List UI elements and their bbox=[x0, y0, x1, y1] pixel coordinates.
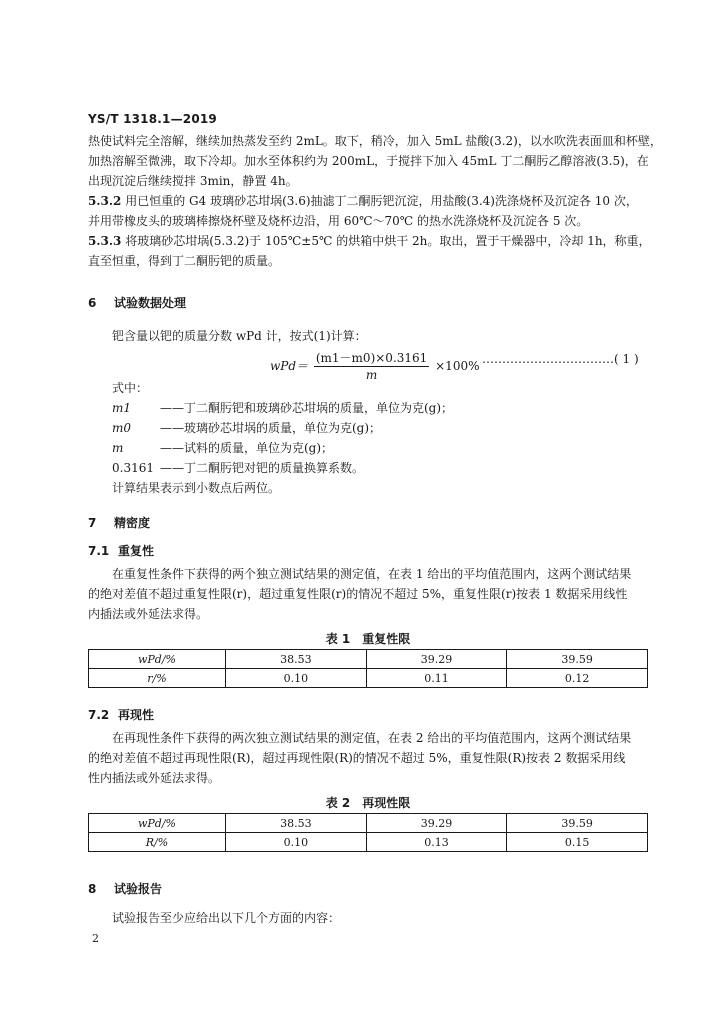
table-cell: 0.12 bbox=[507, 669, 648, 688]
table-cell: 39.59 bbox=[507, 650, 648, 669]
paragraph-line: 试验报告至少应给出以下几个方面的内容： bbox=[112, 911, 341, 925]
table-row-header: R/% bbox=[89, 833, 226, 852]
paragraph-line: 直至恒重，得到丁二酮肟钯的质量。 bbox=[88, 254, 281, 268]
table-cell: 38.53 bbox=[226, 650, 367, 669]
table-cell: 39.59 bbox=[507, 814, 648, 833]
clause-text: 用已恒重的 G4 玻璃砂芯坩埚(3.6)抽滤丁二酮肟钯沉淀，用盐酸(3.4)洗涤烧杯及沉淀各 10 次， bbox=[125, 194, 638, 208]
variable-desc: ——玻璃砂芯坩埚的质量，单位为克(g)； bbox=[160, 421, 382, 435]
section-heading-8 bbox=[88, 880, 162, 897]
variable-item bbox=[112, 438, 453, 458]
table-cell: 0.13 bbox=[366, 833, 507, 852]
formula-lhs: wPd＝ bbox=[270, 359, 309, 373]
subsection-number: 7.1 bbox=[88, 544, 110, 558]
variable-item bbox=[112, 398, 453, 418]
paragraph-line: 的绝对差值不超过重复性限(r)，超过重复性限(r)的情况不超过 5%，重复性限(r)按表 1 数据采用线性 bbox=[88, 587, 628, 601]
table-row-header: wPd/% bbox=[89, 814, 226, 833]
formula-numerator: (m1－m0)×0.3161 bbox=[315, 351, 428, 365]
clause-number: 5.3.2 bbox=[88, 194, 122, 208]
paragraph-line: 内插法或外延法求得。 bbox=[88, 607, 209, 621]
formula-tail: ×100% bbox=[435, 359, 480, 373]
where-label: 式中： bbox=[112, 381, 149, 395]
table-row bbox=[89, 814, 648, 833]
clause-5-3-3 bbox=[88, 231, 651, 251]
section-title: 试验报告 bbox=[114, 882, 163, 896]
variable-desc: ——试料的质量，单位为克(g)； bbox=[160, 441, 334, 455]
subsection-number: 7.2 bbox=[88, 708, 110, 722]
document-header-id: YS/T 1318.1—2019 bbox=[88, 112, 217, 126]
table-cell: 39.29 bbox=[366, 814, 507, 833]
clause-number: 5.3.3 bbox=[88, 234, 122, 248]
variable-list bbox=[112, 398, 453, 478]
paragraph-line: 并用带橡皮头的玻璃棒擦烧杯壁及烧杯边沿，用 60℃～70℃ 的热水洗涤烧杯及沉淀各 5 次。 bbox=[88, 214, 589, 228]
paragraph-line: 性内插法或外延法求得。 bbox=[88, 771, 221, 785]
table-caption: 表 2 再现性限 bbox=[325, 796, 411, 810]
clause-text: 将玻璃砂芯坩埚(5.3.2)于 105℃±5℃ 的烘箱中烘干 2h。取出，置于干燥器中，冷却 1h，称重， bbox=[125, 234, 651, 248]
formula-denominator: m bbox=[365, 368, 378, 382]
subsection-title: 再现性 bbox=[118, 708, 155, 722]
table-row-header: wPd/% bbox=[89, 650, 226, 669]
table-cell: 0.15 bbox=[507, 833, 648, 852]
table-caption: 表 1 重复性限 bbox=[325, 632, 411, 646]
repeatability-table bbox=[88, 649, 648, 688]
section-number: 6 bbox=[88, 296, 97, 310]
subsection-heading-7-2 bbox=[88, 706, 154, 723]
section-heading-6 bbox=[88, 294, 186, 311]
variable-desc: ——丁二酮肟钯和玻璃砂芯坩埚的质量，单位为克(g)； bbox=[160, 401, 454, 415]
page-number: 2 bbox=[92, 932, 99, 945]
table-cell: 0.10 bbox=[226, 669, 367, 688]
variable-symbol: m0 bbox=[112, 421, 132, 435]
table-row bbox=[89, 650, 648, 669]
paragraph-line: 在再现性条件下获得的两次独立测试结果的测定值，在表 2 给出的平均值范围内，这两个测试结果 bbox=[112, 731, 632, 745]
paragraph-line: 出现沉淀后继续搅拌 3min，静置 4h。 bbox=[88, 174, 298, 188]
section-title: 试验数据处理 bbox=[114, 296, 187, 310]
formula-fraction bbox=[314, 350, 429, 383]
paragraph-line: 的绝对差值不超过再现性限(R)，超过再现性限(R)的情况不超过 5%，重复性限(R)按表 2 数据采用线 bbox=[88, 751, 626, 765]
formula-1 bbox=[270, 350, 480, 382]
formula-intro: 钯含量以钯的质量分数 wPd 计，按式(1)计算： bbox=[112, 329, 367, 343]
reproducibility-table bbox=[88, 813, 648, 852]
table-cell: 0.11 bbox=[366, 669, 507, 688]
variable-item bbox=[112, 458, 453, 478]
table-row bbox=[89, 669, 648, 688]
section-title: 精密度 bbox=[114, 516, 151, 530]
clause-5-3-2 bbox=[88, 191, 648, 211]
table-row bbox=[89, 833, 648, 852]
variable-symbol: m1 bbox=[112, 401, 132, 415]
paragraph-line: 加热溶解至微沸，取下冷却。加水至体积约为 200mL，于搅拌下加入 45mL 丁二酮肟乙醇溶液(3.5)，在 bbox=[88, 154, 649, 168]
variable-item bbox=[112, 418, 453, 438]
table-cell: 0.10 bbox=[226, 833, 367, 852]
paragraph-line: 在重复性条件下获得的两个独立测试结果的测定值，在表 1 给出的平均值范围内，这两个测试结果 bbox=[112, 567, 632, 581]
section-number: 7 bbox=[88, 516, 97, 530]
table-cell: 39.29 bbox=[366, 650, 507, 669]
variable-symbol: m bbox=[112, 441, 124, 455]
variable-desc: ——丁二酮肟钯对钯的质量换算系数。 bbox=[160, 461, 365, 475]
table-cell: 38.53 bbox=[226, 814, 367, 833]
table-row-header: r/% bbox=[89, 669, 226, 688]
equation-number: ……………………………( 1 ) bbox=[482, 352, 639, 366]
variable-symbol: 0.3161 bbox=[112, 461, 154, 475]
result-note: 计算结果表示到小数点后两位。 bbox=[112, 481, 281, 495]
subsection-heading-7-1 bbox=[88, 542, 154, 559]
paragraph-line: 热使试料完全溶解，继续加热蒸发至约 2mL。取下，稍冷，加入 5mL 盐酸(3.2)，以水吹洗表面皿和杯壁， bbox=[88, 134, 662, 148]
section-number: 8 bbox=[88, 882, 97, 896]
section-heading-7 bbox=[88, 514, 150, 531]
subsection-title: 重复性 bbox=[118, 544, 155, 558]
